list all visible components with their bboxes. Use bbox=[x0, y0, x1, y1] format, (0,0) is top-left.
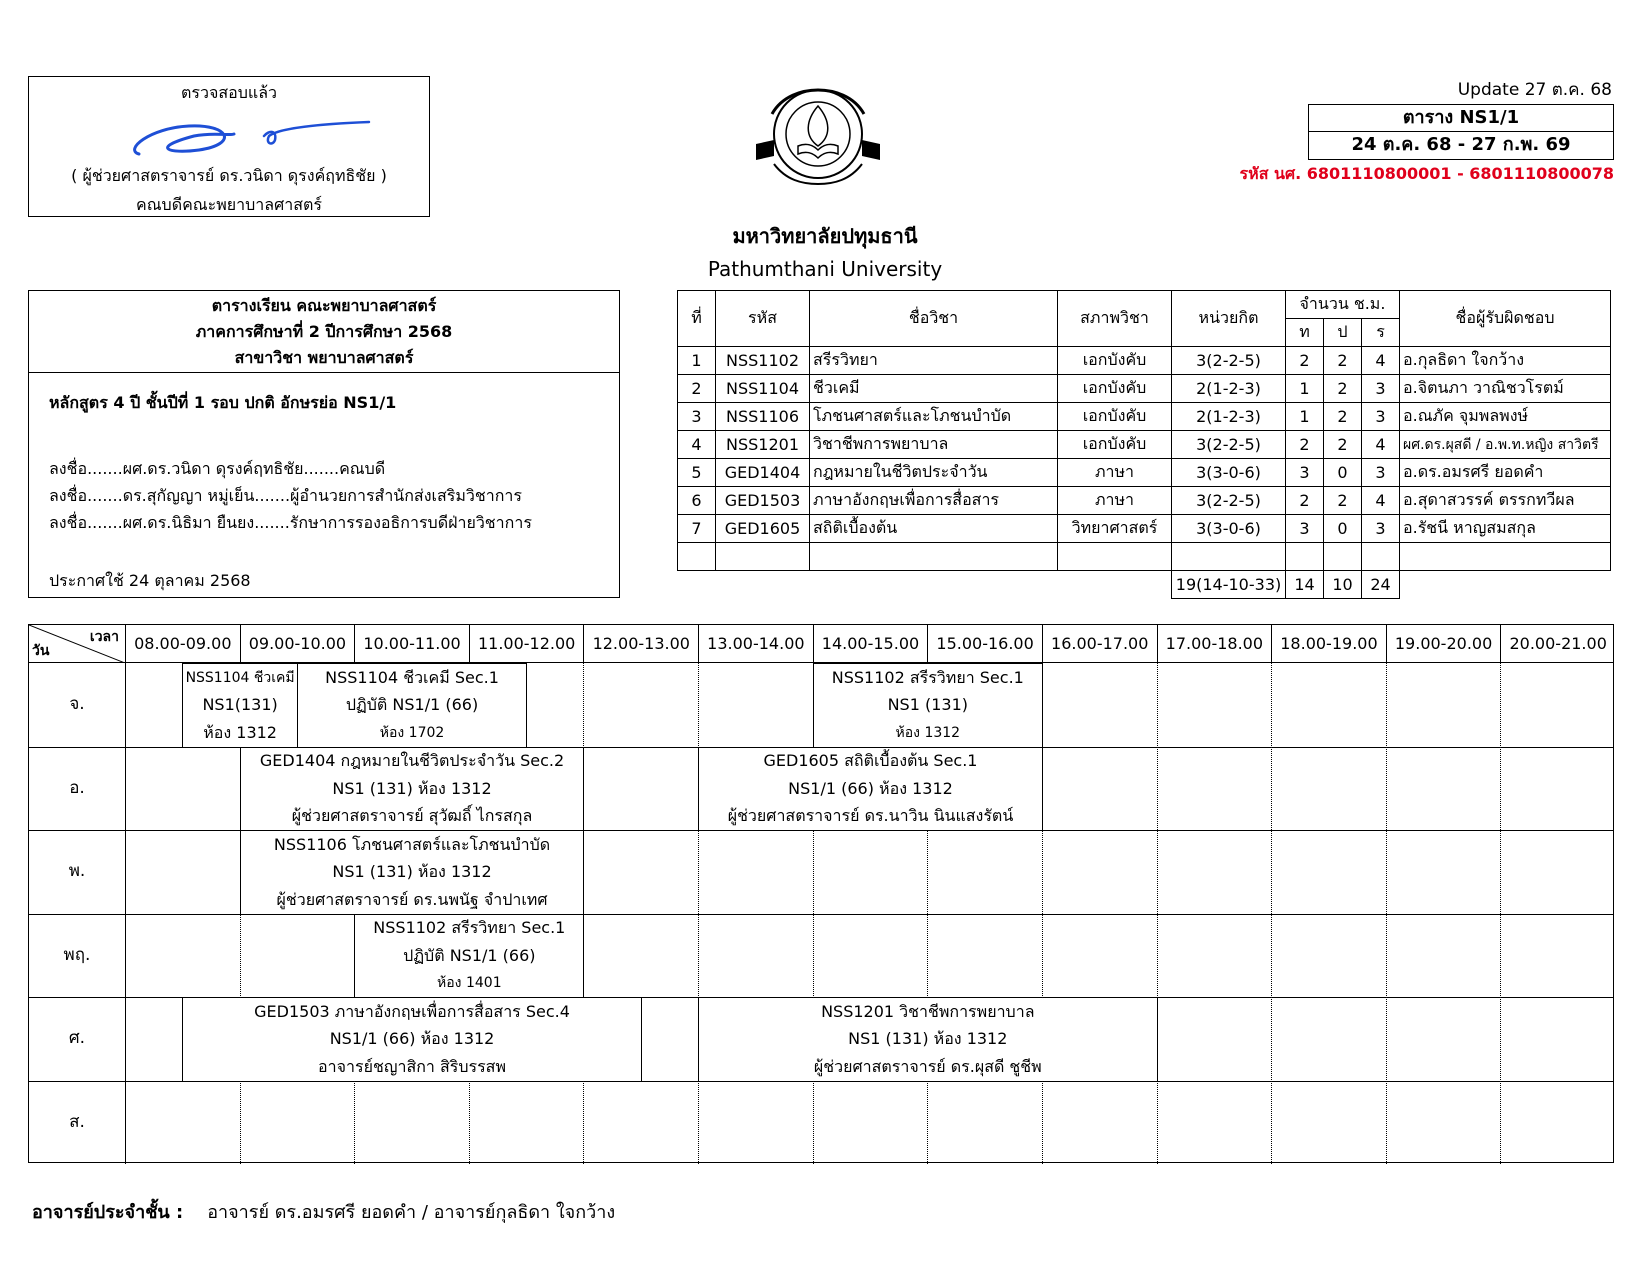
class-block bbox=[698, 747, 1043, 832]
table-name: ตาราง NS1/1 bbox=[1309, 105, 1613, 132]
course-cell-r: 3 bbox=[1362, 515, 1400, 543]
course-cell-empty bbox=[1058, 543, 1172, 571]
info-sign-director: ลงชื่อ.......ดร.สุกัญญา หมู่เย็น.......ผู้อำนวยการสำนักส่งเสริมวิชาการ bbox=[49, 486, 522, 505]
course-cell-instructor: อ.สุดาสวรรค์ ตรรกทวีผล bbox=[1400, 487, 1611, 515]
info-semester: ภาคการศึกษาที่ 2 ปีการศึกษา 2568 bbox=[195, 322, 453, 341]
advisor-label: อาจารย์ประจำชั้น : bbox=[32, 1202, 184, 1223]
class-block bbox=[182, 997, 641, 1082]
course-cell-type: ภาษา bbox=[1058, 487, 1172, 515]
course-cell-t: 1 bbox=[1286, 403, 1324, 431]
time-slot-header: 13.00-14.00 bbox=[698, 625, 813, 663]
day-label: พฤ. bbox=[63, 944, 91, 965]
course-cell-code: GED1605 bbox=[716, 515, 810, 543]
course-cell-t: 3 bbox=[1286, 515, 1324, 543]
university-name-thai: มหาวิทยาลัยปทุมธานี bbox=[732, 224, 918, 248]
class-block-line: ผู้ช่วยศาสตราจารย์ สุวัฒถิ์ ไกรสกุล bbox=[291, 806, 533, 826]
course-cell-credit: 3(3-0-6) bbox=[1172, 515, 1286, 543]
course-cell-credit: 3(2-2-5) bbox=[1172, 347, 1286, 375]
header-type: สภาพวิชา bbox=[1058, 291, 1172, 347]
update-date: Update 27 ต.ค. 68 bbox=[1457, 80, 1612, 100]
timetable bbox=[28, 624, 1614, 1163]
info-sign-vp: ลงชื่อ.......ผศ.ดร.นิธิมา ยืนยง.......รักษาการรองอธิการบดีฝ่ายวิชาการ bbox=[49, 513, 532, 532]
course-cell-empty bbox=[1362, 543, 1400, 571]
course-cell-type: วิทยาศาสตร์ bbox=[1058, 515, 1172, 543]
header-credit: หน่วยกิต bbox=[1172, 291, 1286, 347]
class-block-line: NS1 (131) ห้อง 1312 bbox=[332, 862, 492, 882]
time-slot-header: 20.00-21.00 bbox=[1500, 625, 1615, 663]
course-cell-empty bbox=[810, 543, 1058, 571]
info-box bbox=[28, 290, 620, 598]
course-cell-p: 2 bbox=[1324, 431, 1362, 459]
time-slot-header: 11.00-12.00 bbox=[469, 625, 584, 663]
info-curriculum: หลักสูตร 4 ปี ชั้นปีที่ 1 รอบ ปกติ อักษรย่อ NS1/1 bbox=[49, 393, 397, 412]
day-label: ส. bbox=[69, 1111, 85, 1132]
course-cell-p: 2 bbox=[1324, 403, 1362, 431]
class-block bbox=[182, 663, 298, 748]
course-cell-empty bbox=[716, 543, 810, 571]
course-cell-name: ภาษาอังกฤษเพื่อการสื่อสาร bbox=[810, 487, 1058, 515]
course-cell-p: 2 bbox=[1324, 375, 1362, 403]
course-cell-instructor: อ.ณภัค จุมพลพงษ์ bbox=[1400, 403, 1611, 431]
time-slot-header: 16.00-17.00 bbox=[1042, 625, 1157, 663]
course-cell-name: สถิติเบื้องต้น bbox=[810, 515, 1058, 543]
time-slot-header: 19.00-20.00 bbox=[1386, 625, 1501, 663]
class-block bbox=[240, 830, 585, 915]
time-slot-header: 18.00-19.00 bbox=[1271, 625, 1386, 663]
course-cell-empty bbox=[1286, 543, 1324, 571]
advisor-names: อาจารย์ ดร.อมรศรี ยอดคำ / อาจารย์กุลธิดา ใจกว้าง bbox=[207, 1202, 616, 1223]
day-label: จ. bbox=[69, 694, 85, 714]
course-cell-name: กฎหมายในชีวิตประจำวัน bbox=[810, 459, 1058, 487]
time-slot-header: 15.00-16.00 bbox=[927, 625, 1042, 663]
student-id-range: รหัส นศ. 6801110800001 - 6801110800078 bbox=[1239, 164, 1614, 183]
class-block-line: NS1/1 (66) ห้อง 1312 bbox=[329, 1029, 495, 1049]
day-label: ศ. bbox=[68, 1028, 86, 1048]
time-slot-header: 12.00-13.00 bbox=[583, 625, 698, 663]
class-block-line: ห้อง 1312 bbox=[895, 724, 961, 741]
corner-day-label: วัน bbox=[32, 643, 50, 659]
course-cell-code: NSS1104 bbox=[716, 375, 810, 403]
timetable-corner bbox=[29, 625, 125, 663]
info-header bbox=[29, 291, 619, 373]
course-totals-row bbox=[678, 571, 1611, 599]
table-period: 24 ต.ค. 68 - 27 ก.พ. 69 bbox=[1351, 134, 1571, 155]
class-block-line: ผู้ช่วยศาสตราจารย์ ดร.ผุสดี ชูชีพ bbox=[813, 1056, 1042, 1076]
course-cell-instructor: ผศ.ดร.ผุสดี / อ.พ.ท.หญิง สาวิตรี bbox=[1400, 431, 1611, 459]
course-cell-p: 0 bbox=[1324, 515, 1362, 543]
course-cell-code: GED1503 bbox=[716, 487, 810, 515]
course-cell-t: 3 bbox=[1286, 459, 1324, 487]
course-cell-r: 4 bbox=[1362, 347, 1400, 375]
class-block-line: ผู้ช่วยศาสตราจารย์ ดร.นพนัฐ จำปาเทศ bbox=[276, 889, 548, 909]
time-slot-header: 14.00-15.00 bbox=[813, 625, 928, 663]
advisor-line bbox=[32, 1197, 615, 1226]
info-announce-date: ประกาศใช้ 24 ตุลาคม 2568 bbox=[49, 571, 251, 590]
class-block-line: NS1 (131) bbox=[887, 695, 968, 715]
class-block bbox=[240, 747, 585, 832]
course-cell-empty bbox=[1172, 543, 1286, 571]
header-instructor: ชื่อผู้รับผิดชอบ bbox=[1400, 291, 1611, 347]
approval-name: ( ผู้ช่วยศาสตราจารย์ ดร.วนิดา ดุรงค์ฤทธิชัย ) bbox=[71, 166, 387, 185]
course-cell-t: 2 bbox=[1286, 431, 1324, 459]
day-label: อ. bbox=[69, 777, 85, 798]
class-block-line: GED1503 ภาษาอังกฤษเพื่อการสื่อสาร Sec.4 bbox=[254, 1001, 570, 1021]
course-cell-credit: 2(1-2-3) bbox=[1172, 403, 1286, 431]
class-block-line: NSS1106 โภชนศาสตร์และโภชนบำบัด bbox=[273, 834, 551, 854]
course-cell-credit: 3(2-2-5) bbox=[1172, 431, 1286, 459]
course-cell-empty bbox=[678, 543, 716, 571]
course-cell-code: NSS1102 bbox=[716, 347, 810, 375]
course-cell-t: 2 bbox=[1286, 487, 1324, 515]
course-cell-code: NSS1106 bbox=[716, 403, 810, 431]
course-cell-credit: 3(3-0-6) bbox=[1172, 459, 1286, 487]
header-theory: ท bbox=[1286, 319, 1324, 347]
total-p: 10 bbox=[1324, 571, 1362, 599]
totals-blank bbox=[678, 571, 1172, 599]
course-cell-r: 3 bbox=[1362, 375, 1400, 403]
course-cell-type: เอกบังคับ bbox=[1058, 403, 1172, 431]
course-cell-code: NSS1201 bbox=[716, 431, 810, 459]
course-cell-type: เอกบังคับ bbox=[1058, 375, 1172, 403]
class-block-line: NSS1104 ชีวเคมี Sec.1 bbox=[325, 667, 499, 687]
time-slot-header: 08.00-09.00 bbox=[125, 625, 240, 663]
course-cell-type: เอกบังคับ bbox=[1058, 347, 1172, 375]
course-cell-r: 4 bbox=[1362, 487, 1400, 515]
class-block-line: อาจารย์ชญาสิกา สิริบรรสพ bbox=[318, 1056, 506, 1076]
class-block-line: NS1 (131) ห้อง 1312 bbox=[848, 1029, 1008, 1049]
course-cell-credit: 3(2-2-5) bbox=[1172, 487, 1286, 515]
course-cell-name: โภชนศาสตร์และโภชนบำบัด bbox=[810, 403, 1058, 431]
approval-title: ตรวจสอบแล้ว bbox=[181, 83, 277, 102]
info-title: ตารางเรียน คณะพยาบาลศาสตร์ bbox=[211, 296, 437, 315]
course-cell-instructor: อ.จิตนภา วาณิชวโรตม์ bbox=[1400, 375, 1611, 403]
course-cell-t: 2 bbox=[1286, 347, 1324, 375]
course-cell-p: 2 bbox=[1324, 487, 1362, 515]
info-sign-dean: ลงชื่อ.......ผศ.ดร.วนิดา ดุรงค์ฤทธิชัย.......คณบดี bbox=[49, 459, 386, 478]
course-cell-no: 3 bbox=[678, 403, 716, 431]
class-block-line: ห้อง 1312 bbox=[203, 722, 277, 742]
signature-image bbox=[29, 106, 429, 164]
course-row bbox=[678, 459, 1611, 487]
course-row bbox=[678, 515, 1611, 543]
course-row-empty bbox=[678, 543, 1611, 571]
class-block-line: GED1404 กฎหมายในชีวิตประจำวัน Sec.2 bbox=[259, 751, 565, 771]
class-block bbox=[297, 663, 527, 748]
university-name-english: Pathumthani University bbox=[707, 257, 943, 281]
class-block-line: ผู้ช่วยศาสตราจารย์ ดร.นาวิน นินแสงรัตน์ bbox=[727, 806, 1014, 826]
course-cell-no: 6 bbox=[678, 487, 716, 515]
approval-box bbox=[28, 76, 430, 217]
time-slot-header: 10.00-11.00 bbox=[354, 625, 469, 663]
course-cell-name: ชีวเคมี bbox=[810, 375, 1058, 403]
table-box bbox=[1308, 104, 1614, 160]
course-cell-empty bbox=[1324, 543, 1362, 571]
course-cell-instructor: อ.ดร.อมรศรี ยอดคำ bbox=[1400, 459, 1611, 487]
class-block-line: NSS1102 สรีรวิทยา Sec.1 bbox=[373, 918, 566, 938]
class-block-line: NS1/1 (66) ห้อง 1312 bbox=[788, 778, 953, 798]
course-cell-r: 3 bbox=[1362, 459, 1400, 487]
class-block-line: ห้อง 1702 bbox=[379, 724, 445, 741]
header-name: ชื่อวิชา bbox=[810, 291, 1058, 347]
class-block bbox=[813, 663, 1043, 748]
class-block-line: NS1(131) bbox=[202, 695, 278, 715]
course-table bbox=[677, 290, 1611, 599]
course-cell-code: GED1404 bbox=[716, 459, 810, 487]
course-cell-no: 4 bbox=[678, 431, 716, 459]
class-block-line: NSS1201 วิชาชีพการพยาบาล bbox=[821, 1001, 1035, 1021]
course-cell-no: 2 bbox=[678, 375, 716, 403]
course-cell-empty bbox=[1400, 543, 1611, 571]
class-block-line: ปฏิบัติ NS1/1 (66) bbox=[345, 695, 479, 715]
info-major: สาขาวิชา พยาบาลศาสตร์ bbox=[234, 348, 414, 367]
course-row bbox=[678, 347, 1611, 375]
university-logo bbox=[752, 84, 884, 188]
course-cell-no: 1 bbox=[678, 347, 716, 375]
course-cell-no: 5 bbox=[678, 459, 716, 487]
course-row bbox=[678, 431, 1611, 459]
course-cell-p: 2 bbox=[1324, 347, 1362, 375]
header-self: ร bbox=[1362, 319, 1400, 347]
timetable-header bbox=[29, 625, 1613, 663]
course-cell-name: สรีรวิทยา bbox=[810, 347, 1058, 375]
total-r: 24 bbox=[1362, 571, 1400, 599]
header-code: รหัส bbox=[716, 291, 810, 347]
course-cell-p: 0 bbox=[1324, 459, 1362, 487]
course-row bbox=[678, 403, 1611, 431]
course-cell-r: 3 bbox=[1362, 403, 1400, 431]
header-hours: จำนวน ช.ม. bbox=[1286, 291, 1400, 319]
corner-time-label: เวลา bbox=[89, 629, 119, 645]
total-t: 14 bbox=[1286, 571, 1324, 599]
header-no: ที่ bbox=[678, 291, 716, 347]
class-block-line: NSS1104 ชีวเคมี bbox=[185, 669, 295, 686]
course-cell-r: 4 bbox=[1362, 431, 1400, 459]
approval-position: คณบดีคณะพยาบาลศาสตร์ bbox=[136, 195, 322, 214]
time-slot-header: 09.00-10.00 bbox=[240, 625, 355, 663]
class-block-line: ห้อง 1401 bbox=[437, 975, 502, 992]
course-table-body bbox=[678, 347, 1611, 599]
course-cell-type: ภาษา bbox=[1058, 459, 1172, 487]
class-block-line: ปฏิบัติ NS1/1 (66) bbox=[403, 945, 536, 965]
class-block bbox=[698, 997, 1157, 1082]
class-block-line: NS1 (131) ห้อง 1312 bbox=[332, 778, 492, 798]
course-cell-no: 7 bbox=[678, 515, 716, 543]
class-block bbox=[354, 914, 584, 999]
class-block-line: GED1605 สถิติเบื้องต้น Sec.1 bbox=[763, 751, 978, 771]
course-cell-type: เอกบังคับ bbox=[1058, 431, 1172, 459]
time-slot-header: 17.00-18.00 bbox=[1157, 625, 1272, 663]
day-label: พ. bbox=[68, 861, 86, 881]
total-credit: 19(14-10-33) bbox=[1172, 571, 1286, 599]
course-row bbox=[678, 375, 1611, 403]
course-cell-instructor: อ.กุลธิดา ใจกว้าง bbox=[1400, 347, 1611, 375]
header-practice: ป bbox=[1324, 319, 1362, 347]
course-cell-t: 1 bbox=[1286, 375, 1324, 403]
class-block-line: NSS1102 สรีรวิทยา Sec.1 bbox=[831, 667, 1024, 687]
course-cell-credit: 2(1-2-3) bbox=[1172, 375, 1286, 403]
course-row bbox=[678, 487, 1611, 515]
totals-blank-end bbox=[1400, 571, 1611, 599]
course-cell-name: วิชาชีพการพยาบาล bbox=[810, 431, 1058, 459]
course-cell-instructor: อ.รัชนี หาญสมสกุล bbox=[1400, 515, 1611, 543]
